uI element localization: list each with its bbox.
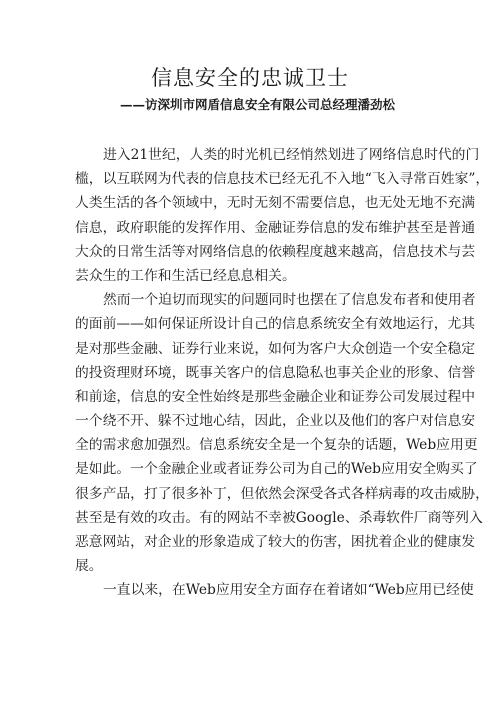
text-line: 芸众生的工作和生活已经息息相关。 [75, 267, 296, 284]
text-line: 全的需求愈加强烈。信息系统安全是一个复杂的话题，Web应用更 [75, 437, 478, 454]
paragraph [75, 143, 490, 288]
text-line: 一直以来，在Web应用安全方面存在着诸如“Web应用已经使 [103, 582, 474, 599]
text-line: 是如此。一个金融企业或者证券公司为自己的Web应用安全购买了 [75, 461, 478, 478]
text-line: 是对那些金融、证券行业来说，如何为客户大众创造一个安全稳定 [75, 340, 476, 357]
text-line: 和前途，信息的安全性始终是那些金融企业和证券公司发展过程中 [75, 388, 476, 405]
paragraph [75, 578, 474, 602]
text-line: 一个绕不开、躲不过地心结，因此，企业以及他们的客户对信息安 [75, 413, 476, 430]
document-title: 信息安全的忠诚卫士 [151, 66, 349, 90]
text-line: 人类生活的各个领域中，无时无刻不需要信息，也无处无地不充满 [75, 195, 476, 212]
text-line: 进入21世纪，人类的时光机已经悄然划进了网络信息时代的门 [103, 147, 480, 163]
document-subtitle: ——访深圳市网盾信息安全有限公司总经理潘劲松 [119, 97, 395, 112]
document-body [75, 143, 490, 603]
text-line: 展。 [75, 558, 103, 575]
text-line: 槛，以互联网为代表的信息技术已经无孔不入地“飞入寻常百姓家”， [75, 171, 490, 188]
text-line: 信息，政府职能的发挥作用、金融证券信息的发布维护甚至是普通 [75, 219, 476, 236]
text-line: 很多产品，打了很多补丁，但依然会深受各式各样病毒的攻击威胁， [75, 485, 489, 502]
paragraph [75, 288, 489, 578]
text-line: 甚至是有效的攻击。有的网站不幸被Google、杀毒软件厂商等列入 [75, 509, 483, 526]
text-line: 大众的日常生活等对网络信息的依赖程度越来越高，信息技术与芸 [75, 243, 476, 260]
text-line: 的投资理财环境，既事关客户的信息隐私也事关企业的形象、信誉 [75, 364, 476, 381]
text-line: 然而一个迫切而现实的问题同时也摆在了信息发布者和使用者 [103, 292, 476, 309]
text-line: 恶意网站，对企业的形象造成了较大的伤害，困扰着企业的健康发 [75, 534, 476, 550]
text-line: 的面前——如何保证所设计自己的信息系统安全有效地运行，尤其 [75, 316, 476, 333]
